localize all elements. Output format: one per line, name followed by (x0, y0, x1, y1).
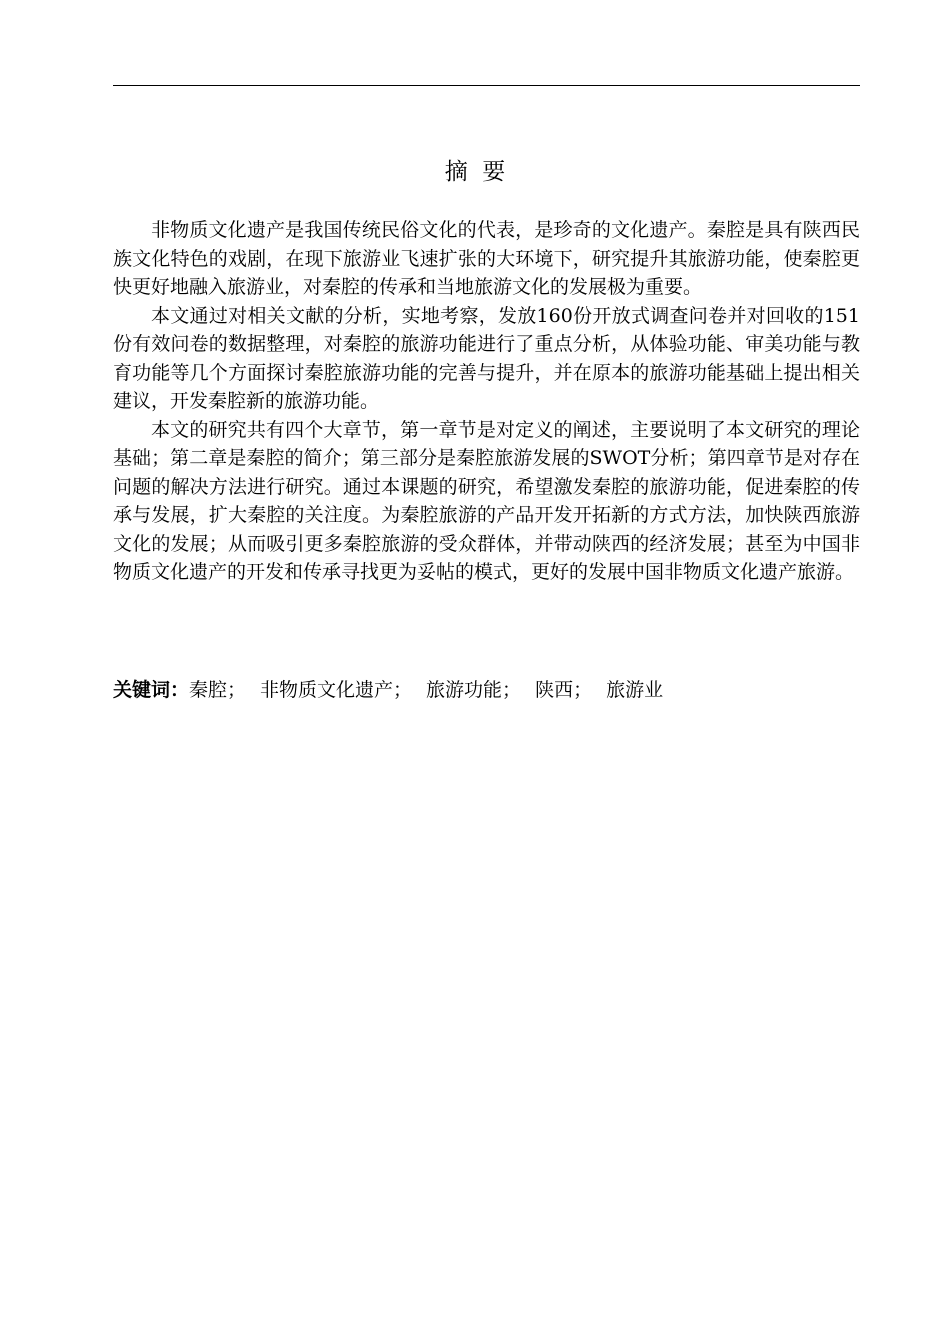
keyword-item: 秦腔； (189, 679, 247, 701)
abstract-title: 摘 要 (444, 159, 506, 185)
abstract-body (113, 216, 860, 587)
keyword-item: 旅游功能； (426, 679, 522, 701)
keywords-line (113, 676, 860, 704)
keywords-label: 关键词： (113, 679, 190, 701)
abstract-paragraph-1: 非物质文化遗产是我国传统民俗文化的代表，是珍奇的文化遗产。秦腔是具有陕西民族文化特色的戏剧，在现下旅游业飞速扩张的大环境下，研究提升其旅游功能，使秦腔更快更好地融入旅游业，对秦腔的传承和当地旅游文化的发展极为重要。 (113, 219, 860, 298)
keyword-item: 旅游业 (606, 679, 664, 701)
abstract-paragraph-2: 本文通过对相关文献的分析，实地考察，发放160份开放式调查问卷并对回收的151份有效问卷的数据整理，对秦腔的旅游功能进行了重点分析，从体验功能、审美功能与教育功能等几个方面探讨秦腔旅游功能的完善与提升，并在原本的旅游功能基础上提出相关建议，开发秦腔新的旅游功能。 (113, 304, 860, 412)
header-rule (113, 85, 860, 86)
keyword-item: 陕西； (535, 679, 593, 701)
abstract-paragraph-3: 本文的研究共有四个大章节，第一章节是对定义的阐述，主要说明了本文研究的理论基础；第二章是秦腔的简介；第三部分是秦腔旅游发展的SWOT分析；第四章节是对存在问题的解决方法进行研究。通过本课题的研究，希望激发秦腔的旅游功能，促进秦腔的传承与发展，扩大秦腔的关注度。为秦腔旅游的产品开发开拓新的方式方法，加快陕西旅游文化的发展；从而吸引更多秦腔旅游的受众群体，并带动陕西的经济发展；甚至为中国非物质文化遗产的开发和传承寻找更为妥帖的模式，更好的发展中国非物质文化遗产旅游。 (113, 418, 860, 583)
keyword-item: 非物质文化遗产； (260, 679, 413, 701)
